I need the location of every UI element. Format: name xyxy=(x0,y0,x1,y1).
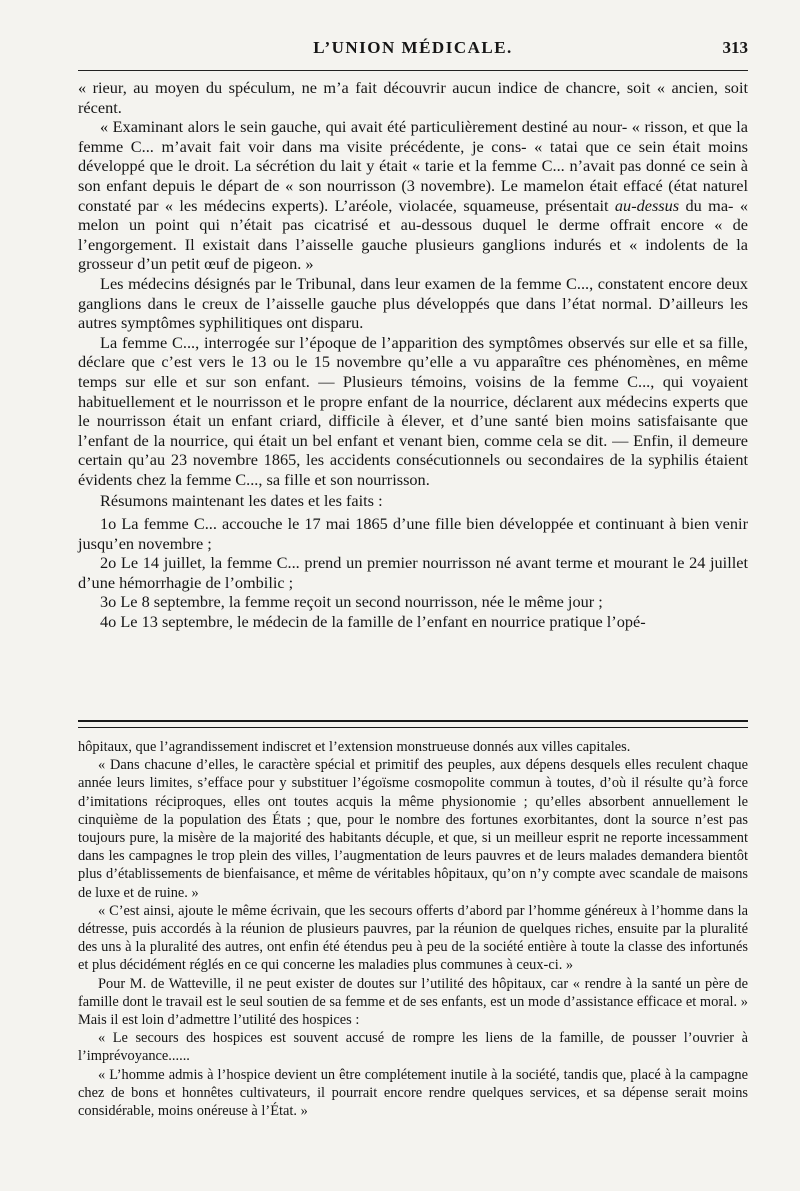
list-item: 3o Le 8 septembre, la femme reçoit un second nourrisson, née le même jour ; xyxy=(100,592,603,612)
emphasis: au-dessus xyxy=(614,195,680,215)
list-item: 1o La femme C... accouche le 17 mai 1865 d’une fille bien développée et continuant à bien venir jusqu’en novembre ; xyxy=(78,514,748,553)
footnote-paragraph: « Le secours des hospices est souvent accusé de rompre les liens de la famille, de pousser l’ouvrier à l’imprévoyance...... xyxy=(78,1030,748,1065)
paragraph: « rieur, au moyen du spéculum, ne m’a fait découvrir aucun indice de chancre, soit « ancien, soit récent. xyxy=(78,78,748,117)
paragraph: Les médecins désignés par le Tribunal, dans leur examen de la femme C..., constatent encore deux ganglions dans le creux de l’aisselle gauche plus développés que dans l’état normal. D’ailleurs les autres symptômes syphilitiques ont disparu. xyxy=(78,273,748,333)
page-number: 313 xyxy=(722,38,748,57)
text-run: « Examinant alors le sein gauche, qui avait été particulièrement destiné au nour- « risson, et que la femme C... m’avait fait voir dans ma visite précédente, je cons- « tatai que ce sein était moins développé que le droit. La sécrétion du lait y était « tarie et la femme C... n’avait pas donné ce sein à son enfant depuis le départ de « son nourrisson (3 novembre). Le mamelon était effacé (état naturel constaté par « les médecins experts). L’aréole, violacée, squameuse, présentait xyxy=(78,117,748,215)
list-item: 4o Le 13 septembre, le médecin de la famille de l’enfant en nourrice pratique l’opé- xyxy=(100,612,646,632)
running-title: L’UNION MÉDICALE. xyxy=(313,38,513,57)
page-header xyxy=(78,38,748,68)
footnote-text xyxy=(78,738,748,1120)
text-run: du ma- « melon un point qui n’était pas cicatrisé et au-dessous duquel le derme offrait encore « de l’engorgement. Il existait dans l’aisselle gauche plusieurs ganglions indurés et « indolents de la grosseur d’un petit œuf de pigeon. » xyxy=(78,195,748,274)
footnote-paragraph: Pour M. de Watteville, il ne peut exister de doutes sur l’utilité des hôpitaux, car « rendre à la santé un père de famille dont le travail est le seul soutien de sa femme et de ses enfants, est un mode d’assistance efficace et moral. » Mais il est loin d’admettre l’utilité des hospices : xyxy=(78,975,748,1029)
main-text xyxy=(78,78,748,632)
footnote-paragraph: « L’homme admis à l’hospice devient un être complétement inutile à la société, tandis que, placé à la campagne chez de bons et honnêtes cultivateurs, il pourrait encore rendre quelques services, et sa dépense serait moins considérable, moins onéreuse à l’État. » xyxy=(78,1066,748,1120)
footnote-paragraph: hôpitaux, que l’agrandissement indiscret et l’extension monstrueuse donnés aux villes capitales. xyxy=(78,739,631,755)
footnote-separator xyxy=(78,720,748,728)
paragraph xyxy=(78,117,748,274)
footnote-paragraph: « C’est ainsi, ajoute le même écrivain, que les secours offerts d’abord par l’homme généreux à l’homme dans la détresse, puis accordés à la réunion de plusieurs pauvres, par la réunion de quelques riches, ensuite par la pluralité des uns à la pluralité des autres, ont enfin été étendus peu à peu de la société entière à toute la classe des infortunés et plus décidément réglés en ce qui concerne les maladies plus communes à ceux-ci. » xyxy=(78,902,748,974)
paragraph: La femme C..., interrogée sur l’époque de l’apparition des symptômes observés sur elle et sa fille, déclare que c’est vers le 13 ou le 15 novembre qu’elle a vu apparaître ces phénomènes, en même temps sur elle et sur son enfant. — Plusieurs témoins, voisins de la femme C..., qui voyaient habituellement et le nourrisson et le propre enfant de la nourrice, déclarent aux médecins experts que le nourrisson était un enfant criard, difficile à élever, et d’une santé bien moins satisfaisante que l’enfant de la nourrice, qui était un bel enfant et venant bien, comme cela se dit. — Enfin, il demeure certain qu’au 23 novembre 1865, les accidents consécutionnels ou secondaires de la syphilis étaient évidents chez la femme C..., sa fille et son nourrisson. xyxy=(78,332,748,489)
footnote-paragraph: « Dans chacune d’elles, le caractère spécial et primitif des peuples, aux dépens desquels elles reculent chaque année leurs limites, s’efface pour y substituer l’égoïsme cosmopolite commun à toutes, d’où il résulte qu’à force d’imitations réciproques, elles ont toutes acquis la même physionomie ; qu’elles absorbent annuellement le cinquième de la population des États ; que, pour le nombre des fortunes exorbitantes, dont la source n’est pas toujours pure, la misère de la majorité des habitants décuple, et que, si un meilleur esprit ne reporte incessamment dans les campagnes le trop plein des villes, l’augmentation de leurs pauvres et de leurs malades demandera bientôt plus d’établissements de bienfaisance, et même de véritables hôpitaux, qu’on n’y compte avec scandale de maisons de luxe et de ruine. » xyxy=(78,757,748,901)
header-rule xyxy=(78,70,748,71)
list-item: 2o Le 14 juillet, la femme C... prend un premier nourrisson né avant terme et mourant le 24 juillet d’une hémorrhagie de l’ombilic ; xyxy=(78,553,748,592)
paragraph: Résumons maintenant les dates et les faits : xyxy=(100,491,383,511)
